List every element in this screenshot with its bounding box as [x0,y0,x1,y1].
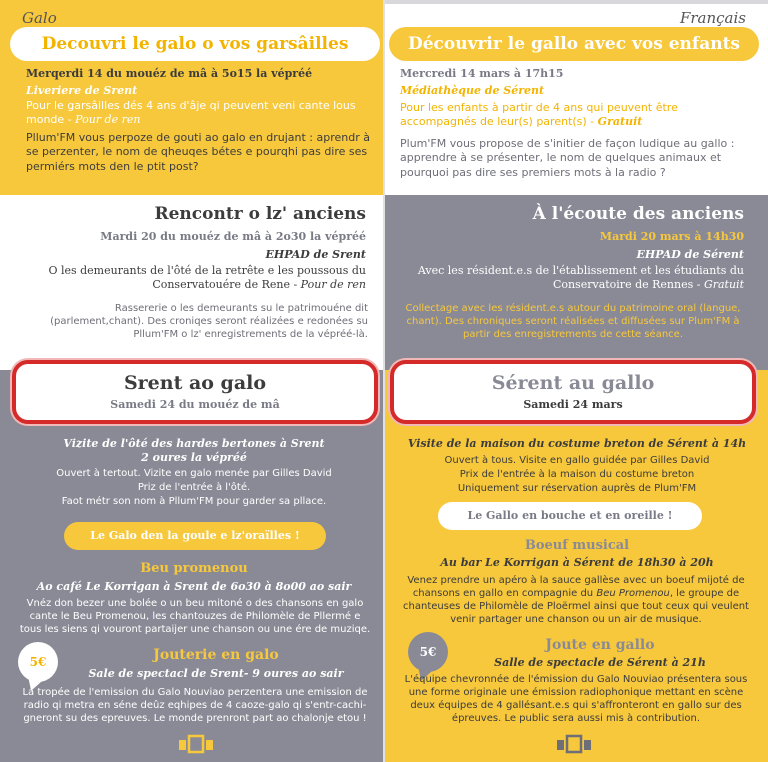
right-sec1-audience-text: Pour les enfants à partir de 4 ans qui peuvent être accompagnés de leur(s) parent(s) - [400,101,678,129]
left-sec3-header [12,360,378,424]
left-sec1-title: Decouvri le galo o vos garsâilles [10,27,380,61]
left-sec3-title: Srent ao galo [123,372,267,394]
right-sec3-date: Samedi 24 mars [523,398,623,411]
left-sec1-desc: Pllum'FM vous perpoze de gouti ao galo en drujant : aprendr à se perzenter, le nom de qheuqes bétes e pourqhi pas dire ses permiérs mots den le ptit post? [26,131,370,173]
left-sec2-audience-text: O les demeurants de l'ôté de la retrête e les poussous du Conservatouére de Rene - [48,264,366,292]
right-price-badge [408,632,448,672]
left-sec2-date: Mardi 20 du mouéz de mâ à 2o30 la vépréé [100,230,366,243]
left-visit-title: Vizite de l'ôté des hardes bertones à Srent [63,437,325,450]
top-edge-grey [385,0,768,4]
right-ev1-place: Au bar Le Korrigan à Sérent de 18h30 à 20h [440,556,714,569]
right-sec2-price: Gratuit [703,278,744,292]
left-visit-line-3: Faot métr son nom à Pllum'FM pour garder sa pllace. [61,496,327,507]
right-ev1-title: Boeuf musical [524,538,630,553]
left-ev1-place: Ao café Le Korrigan à Srent de 6o30 à 8o00 ao sair [36,580,352,593]
left-sec1-price: Pour de ren [75,113,141,127]
right-visit-line-3: Uniquement sur réservation auprès de Plum'FM [457,483,697,494]
right-sec1-place: Médiathèque de Sérent [400,84,545,97]
right-visit-line-2: Prix de l'entrée à la maison du costume breton [459,469,695,480]
right-sec3-header [390,360,756,424]
right-ev1-desc-em: Beu Promenou [596,588,670,599]
right-sec3-title: Sérent au gallo [491,372,655,394]
right-sec2-place: EHPAD de Sérent [636,248,744,261]
left-ev2-title: Jouterie en galo [153,647,279,663]
right-visit-title: Visite de la maison du costume breton de Sérent à 14h [407,437,747,450]
left-sec1-date: Merqerdi 14 du mouéz de mâ à 5o15 la vépréé [26,67,313,80]
right-sec1-date: Mercredi 14 mars à 17h15 [400,67,564,80]
right-ev2-title: Joute en gallo [545,637,655,653]
left-ev2-desc: La tropée de l'emission du Galo Nouviao perzentera une emission de radio qi metra en séne deûz eqhipes de 4 caoze-galo qi s'entr-cachi-gneront su des epreuves. Le monde prenront part ao chalonje etou ! [22,687,368,724]
left-ev1-title: Beu promenou [140,561,248,576]
right-sec2-date: Mardi 20 mars à 14h30 [599,230,744,243]
right-radio-icon [556,734,592,754]
left-sec2-price: Pour de ren [300,278,366,292]
right-sec1-price: Gratuit [597,115,643,129]
left-sec3-date: Samedi 24 du mouéz de mâ [110,398,280,411]
left-sec1-place: Liveriere de Srent [26,84,138,97]
left-sec2-desc: Rassererie o les demeurants su le patrimouéne dit (parlement,chant). Des croniqes seront réalizées e redonées su Pllum'FM o lz' enregistrements de la vépréé-là. [50,303,368,340]
left-visit-line-1: Ouvert à tertout. Vizite en galo menée par Gilles David [56,468,332,479]
right-ev1-desc-b: , le groupe de chanteuses de Philomèle de Ploërmel ainsi que tout ceux qui veulent venir partager une chanson ou un air de musique. [403,588,749,625]
left-visit-line-2: Priz de l'entrée à l'ôté. [137,482,251,493]
right-ev2-place: Salle de spectacle de Sérent à 21h [494,656,706,669]
column-divider [383,0,385,762]
left-ev1-desc: Vnéz don bezer une bolée o un beu mitoné o des chansons en galo cante le Beu Promenou, les chantouzes de Philomèle de Pllermé e tous les siens qi vouront partaijer une chanson ou une ére de muziqe. [19,598,371,635]
left-visit-time: 2 oures la vépréé [141,451,247,464]
left-sec2-place: EHPAD de Srent [265,248,366,261]
right-ev2-desc: L'équipe chevronnée de l'émission du Galo Nouviao présentera sous une forme originale une émission radiophonique mettant en scène deux équipes de 4 gallésant.e.s qui s'affronteront en gallo sur des épreuves. Le public sera aussi mis à contribution. [404,674,748,724]
left-radio-icon [178,734,214,754]
language-label-galo: Galo [22,9,57,27]
left-banner: Le Galo den la goule e lz'oraïlles ! [64,522,326,550]
right-sec2-audience [398,264,744,293]
right-ev1-desc-a: Venez prendre un apéro à la sauce gallèse avec un boeuf mijoté de chansons en gallo en compagnie du [407,575,745,599]
left-ev2-place: Sale de spectacl de Srent- 9 oures ao sair [88,667,344,680]
left-sec2-audience [20,264,366,293]
right-sec2-title: À l'écoute des anciens [532,204,744,224]
left-sec2-title: Rencontr o lz' anciens [154,204,366,224]
left-sec1-audience [26,99,366,128]
right-ev1-desc [398,574,754,626]
right-sec1-desc: Plum'FM vous propose de s'initier de façon ludique au gallo : apprendre à se présenter, le nom de quelques animaux et pourquoi pas dire ses premiers mots à la radio ? [400,137,735,179]
right-sec1-title: Découvrir le gallo avec vos enfants [389,27,759,61]
right-price-badge-text: 5€ [419,645,437,659]
right-visit-line-1: Ouvert à tous. Visite en gallo guidée par Gilles David [444,455,710,466]
left-sec1-audience-text: Pour le garsâilles dés 4 ans d'âje qi peuvent veni cante lous monde - [26,99,356,127]
right-sec2-desc: Collectage avec les résident.e.s autour du patrimoine oral (langue, chant). Des chroniques seront réalisées et diffusées sur Plum'FM à partir des enregistrements de cette séance. [405,303,741,340]
right-sec1-audience [400,101,740,130]
language-label-francais: Français [679,9,746,27]
right-banner: Le Gallo en bouche et en oreille ! [438,502,702,530]
right-sec2-audience-text: Avec les résident.e.s de l'établissement et les étudiants du Conservatoire de Rennes - [417,264,744,292]
left-price-badge: 5€ [18,642,58,682]
